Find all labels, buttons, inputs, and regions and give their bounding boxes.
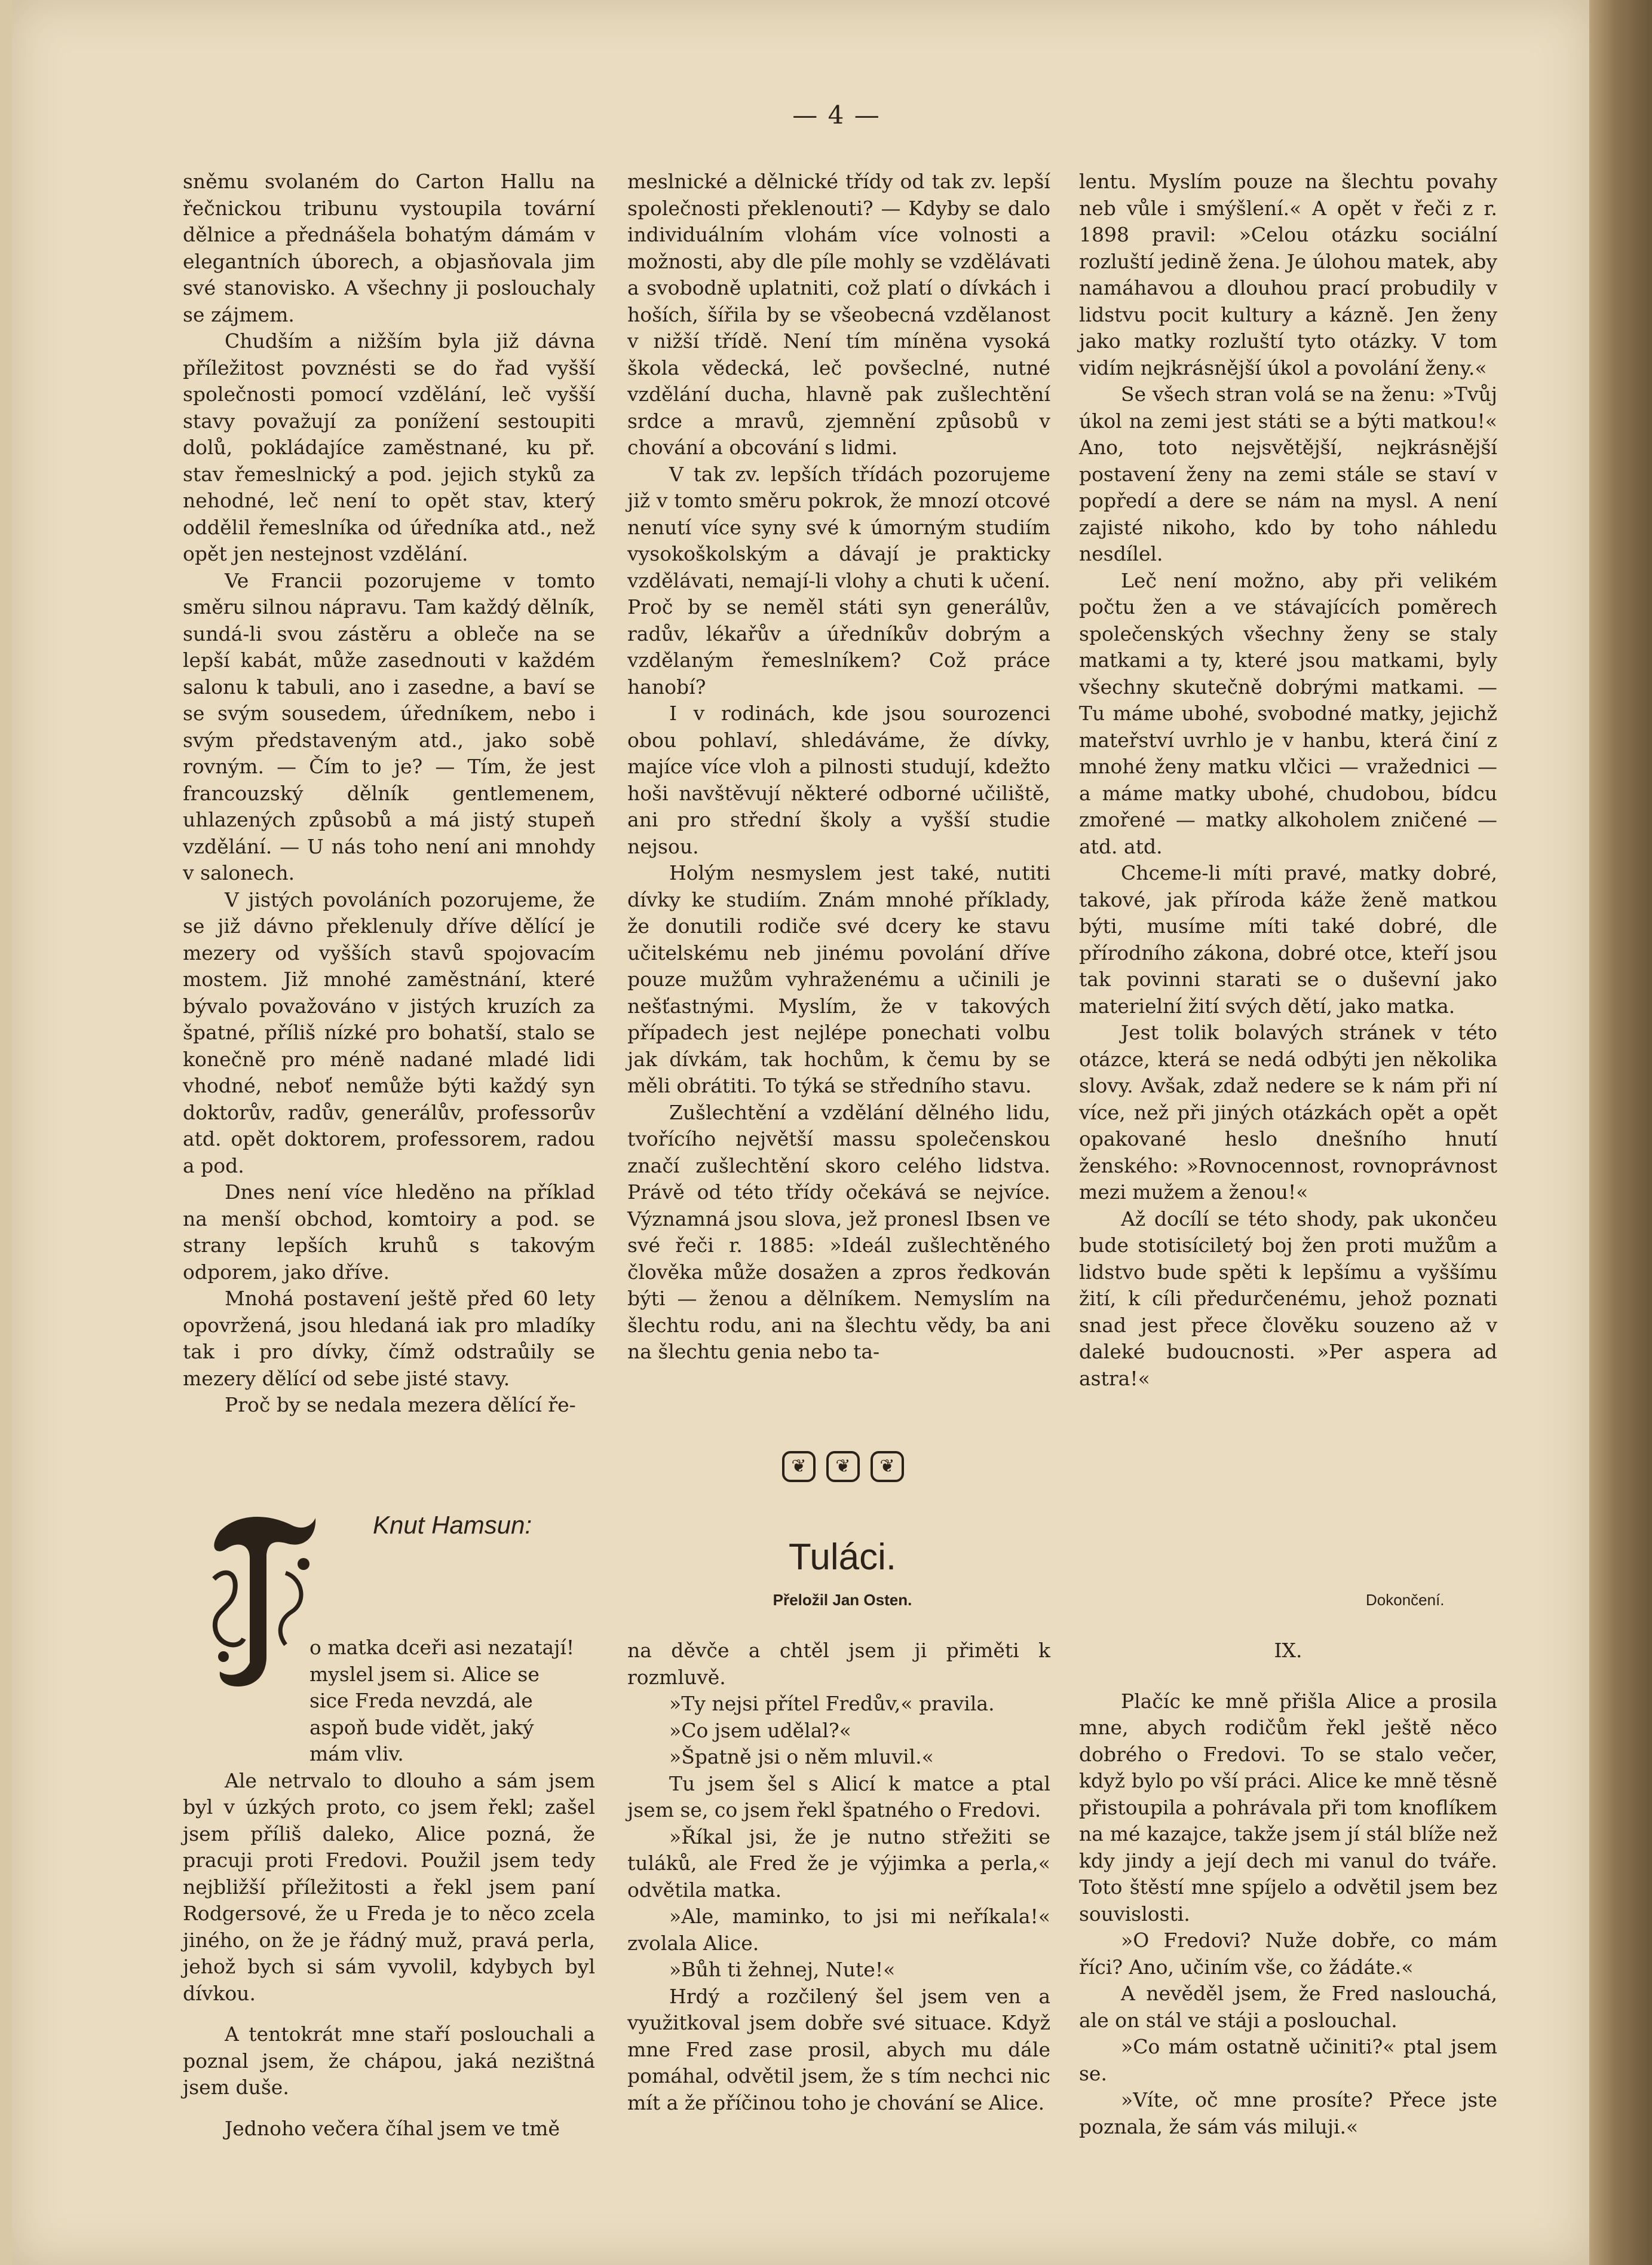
paragraph: Mnohá postavení ještě před 60 lety opovržená, jsou hledaná iak pro mladíky tak i pro dívky, čímž odstraůily se mezery dělící od sebe jisté stavy.	[183, 1287, 595, 1390]
dropcap-line: myslel jsem si. Alice se	[309, 1662, 540, 1686]
paragraph: meslnické a dělnické třídy od tak zv. lepší společnosti překlenouti? — Kdyby se dalo individuálním vlohám více volnosti a možnosti, aby dle píle mohly se vzdělávati a svobodně uplatniti, což platí o dívkách i hoších, šířila by se všeobecná vzdělanost v nižší třídě. Není tím míněna vysoká škola vědecká, leč povšeclné, nutné vzdělání ducha, hlavně pak zušlechtění srdce a mravů, zjemnění způsobů v chování a obcování s lidmi.	[627, 170, 1050, 459]
paragraph: »Co jsem udělal?«	[669, 1718, 851, 1742]
article-column-3	[1079, 169, 1497, 1392]
paragraph: »Říkal jsi, že je nutno střežiti se tuláků, ale Fred že je výjimka a perla,« odvětila matka.	[627, 1825, 1050, 1902]
paragraph: lentu. Myslím pouze na šlechtu povahy neb vůle i smýšlení.« A opět v řeči z r. 1898 pravil: »Celou otázku sociální rozluští jedině žena. Je úlohou matek, aby namáhavou a dlouhou prací probudily v lidstvu pocit kultury a kázně. Jen ženy jako matky rozluští tyto otázky. V tom vidím nejkrásnější úkol a povolání ženy.«	[1079, 170, 1497, 379]
continuation-note: Dokončení.	[1366, 1591, 1445, 1609]
story-column-2	[627, 1637, 1050, 2116]
paragraph: Se všech stran volá se na ženu: »Tvůj úkol na zemi jest státi se a býti matkou!« Ano, toto nejsvětější, nejkrásnější postavení ženy na zemi stále se staví v popředí a dere se nám na mysl. A není zajisté nikoho, kdo by toho náhledu nesdílel.	[1079, 382, 1497, 565]
paragraph: »Bůh ti žehnej, Nute!«	[669, 1958, 896, 1981]
paragraph: Dnes není více hleděno na příklad na menší obchod, komtoiry a pod. se strany lepších kruhů s takovým odporem, jako dříve.	[183, 1180, 595, 1284]
story-column-1	[183, 1635, 595, 2142]
dropcap-line: mám vliv.	[309, 1742, 404, 1765]
paragraph: »Ale, maminko, to jsi mi neříkala!« zvolala Alice.	[627, 1905, 1050, 1955]
paragraph: »O Fredovi? Nuže dobře, co mám říci? Ano, učiním vše, co žádáte.«	[1079, 1929, 1497, 1979]
paragraph: Tu jsem šel s Alicí k matce a ptal jsem se, co jsem řekl špatného o Fredovi.	[627, 1771, 1050, 1822]
paragraph: Plačíc ke mně přišla Alice a prosila mne, abych rodičům řekl ještě něco dobrého o Fredovi. To se stalo večer, když bylo po vší práci. Alice ke mně těsně přistoupila a pohrávala při tom knoflíkem na mé kazajce, takže jsem jí stál blíže než kdy jindy a její dech mi vanul do tváře. Toto štěstí mne spíjelo a odvětil jsem bez souvislosti.	[1079, 1689, 1497, 1926]
ornament-icon: ❦	[871, 1451, 904, 1482]
paragraph: »Co mám ostatně učiniti?« ptal jsem se.	[1079, 2035, 1497, 2085]
paragraph: Jednoho večera číhal jsem ve tmě	[225, 2116, 560, 2140]
paragraph: Chceme-li míti pravé, matky dobré, takové, jak příroda káže ženě matkou býti, musíme míti také dobré, dle přírodního zákona, dobré otce, kteří jsou tak povinni starati se o duševní jako materielní žití svých dětí, jako matka.	[1079, 861, 1497, 1018]
paragraph: V tak zv. lepších třídách pozorujeme již v tomto směru pokrok, že mnozí otcové nenutí více syny své k úmorným studiím vysokoškolským a dávají je prakticky vzdělávati, nemají-li vlohy a chuti k učení. Proč by se neměl státi syn generálův, radův, lékařův a úředníkův dobrým a vzdělaným řemeslníkem? Což práce hanobí?	[627, 462, 1050, 699]
paragraph: Zušlechtění a vzdělání dělného lidu, tvořícího největší massu společenskou značí zušlechtění skoro celého lidstva. Právě od této třídy očekává se nejvíce. Významná jsou slova, jež pronesl Ibsen ve své řeči r. 1885: »Ideál zušlechtěného člověka může dosažen a zpros ředkován býti — ženou a dělníkem. Nemyslím na šlechtu rodu, ani na šlechtu vědy, ba ani na šlechtu genia nebo ta-	[627, 1100, 1050, 1363]
paragraph: na děvče a chtěl jsem ji přiměti k rozmluvě.	[627, 1639, 1050, 1689]
story-author: Knut Hamsun:	[373, 1511, 532, 1539]
story-column-3	[1079, 1637, 1497, 2140]
paragraph: sněmu svolaném do Carton Hallu na řečnickou tribunu vystoupila tovární dělnice a přednášela bohatým dámám v elegantních úborech, a objasňovala jim své stanovisko. A všechny ji poslouchaly se zájmem.	[183, 170, 595, 326]
ornament-icon: ❦	[782, 1451, 816, 1482]
paragraph: Až docílí se této shody, pak ukončeu bude stotisíciletý boj žen proti mužům a lidstvo bude spěti k lepšímu a vyššímu žití, k cíli předurčenému, jehož poznati snad jest přece člověku souzeno až v daleké budoucnosti. »Per aspera ad astra!«	[1079, 1207, 1497, 1390]
paragraph: I v rodinách, kde jsou sourozenci obou pohlaví, shledáváme, že dívky, majíce více vloh a pilnosti studují, kdežto hoši navštěvují některé odborné učiliště, ani pro střední školy a vyšší studie nejsou.	[627, 702, 1050, 858]
paragraph: Hrdý a rozčilený šel jsem ven a využitkoval jsem dobře své situace. Když mne Fred zase prosil, abych mu dále pomáhal, odvětil jsem, že s tím nechci nic mít a že příčinou toho je chování se Alice.	[627, 1984, 1050, 2114]
ornament-icon: ❦	[826, 1451, 860, 1482]
book-spine	[1589, 0, 1652, 2265]
section-divider-ornament	[777, 1451, 909, 1487]
paragraph: Proč by se nedala mezera dělící ře-	[225, 1393, 576, 1416]
paragraph: Jest tolik bolavých stránek v této otázce, která se nedá odbýti jen několika slovy. Avšak, zdaž nedere se k nám při ní více, než při jiných otázkách opět a opět opakované heslo dnešního hnutí ženského: »Rovnocennost, rovnoprávnost mezi mužem a ženou!«	[1079, 1021, 1497, 1204]
paragraph: Holým nesmyslem jest také, nutiti dívky ke studiím. Znám mnohé příklady, že donutili rodiče své dcery ke stavu učitelskému neb jinému povolání dříve pouze mužům vyhraženému a učinili je nešťastnými. Myslím, že v takových případech jest nejlépe ponechati volbu jak dívkám, tak hochům, k čemu by se měli obrátiti. To týká se středního stavu.	[627, 861, 1050, 1097]
article-column-2	[627, 169, 1050, 1366]
paragraph: Chudším a nižším byla již dávna příležitost povznésti se do řad vyšší společnosti pomocí vzdělání, leč vyšší stavy považují za ponížení sestoupiti dolů, pokládajíce zaměstnané, ku př. stav řemeslnický a pod. jejich styků za nehodné, leč není to opět stav, který oddělil řemeslníka od úředníka atd., než opět jen nestejnost vzdělání.	[183, 329, 595, 565]
paragraph: »Ty nejsi přítel Fredův,« pravila.	[669, 1692, 995, 1715]
paragraph: V jistých povoláních pozorujeme, že se již dávno překlenuly dříve dělící je mezery od vyšších stavů spojovacím mostem. Již mnohé zaměstnání, které bývalo považováno v jistých kruzích za špatné, příliš nízké pro bohatší, stalo se konečně pro méně nadané mladé lidi vhodné, neboť nemůže býti každý syn doktorův, radův, generálův, professorův atd. opět doktorem, professorem, radou a pod.	[183, 887, 595, 1177]
translator-credit: Přeložil Jan Osten.	[773, 1591, 912, 1609]
paragraph: »Špatně jsi o něm mluvil.«	[669, 1745, 934, 1768]
dropcap-line: aspoň bude vidět, jaký	[309, 1715, 534, 1739]
chapter-heading: IX.	[1274, 1639, 1302, 1662]
paragraph: A nevěděl jsem, že Fred naslouchá, ale on stál ve stáji a poslouchal.	[1079, 1982, 1497, 2032]
dropcap-line: sice Freda nevzdá, ale	[309, 1689, 533, 1712]
paragraph: Ale netrvalo to dlouho a sám jsem byl v úzkých proto, co jsem řekl; zašel jsem příliš daleko, Alice pozná, že pracuji proti Fredovi. Použil jsem tedy nejbližší příležitosti a řekl jsem paní Rodgersové, že u Freda je to něco zcela jiného, on že je řádný muž, pravá perla, jehož bych si sám vyvolil, kdybych byl dívkou.	[183, 1768, 595, 2005]
story-title: Tuláci.	[788, 1536, 897, 1578]
page-number: — 4 —	[792, 100, 881, 130]
paragraph: Ve Francii pozorujeme v tomto směru silnou nápravu. Tam každý dělník, sundá-li svou zástěru a obleče na se lepší kabát, může zasednouti v každém salonu k tabuli, ano i zasedne, a baví se se svým sousedem, úředníkem, nebo i svým představeným atd., jako sobě rovným. — Čím to je? — Tím, že jest francouzský dělník gentlemenem, uhlazených způsobů a má jistý stupeň vzdělání. — U nás toho není ani mnohdy v salonech.	[183, 568, 595, 884]
paragraph: A tentokrát mne staří poslouchali a poznal jsem, že chápou, jaká nezištná jsem duše.	[183, 2022, 595, 2099]
dropcap-line: o matka dceři asi nezatají!	[309, 1636, 575, 1659]
article-column-1	[183, 169, 595, 1419]
paragraph: »Víte, oč mne prosíte? Přece jste poznala, že sám vás miluji.«	[1079, 2088, 1497, 2138]
paragraph: Leč není možno, aby při velikém počtu žen a ve stávajících poměrech společenských všechny ženy se staly matkami a ty, které jsou matkami, byly všechny skutečně dobrými matkami. — Tu máme ubohé, svobodné matky, jejichž mateřství uvrhlo je v hanbu, která činí z mnohé ženy matku vlčici — vražednici — a máme matky ubohé, chudobou, bídcu zmořené — matky alkoholem zničené — atd. atd.	[1079, 568, 1497, 858]
